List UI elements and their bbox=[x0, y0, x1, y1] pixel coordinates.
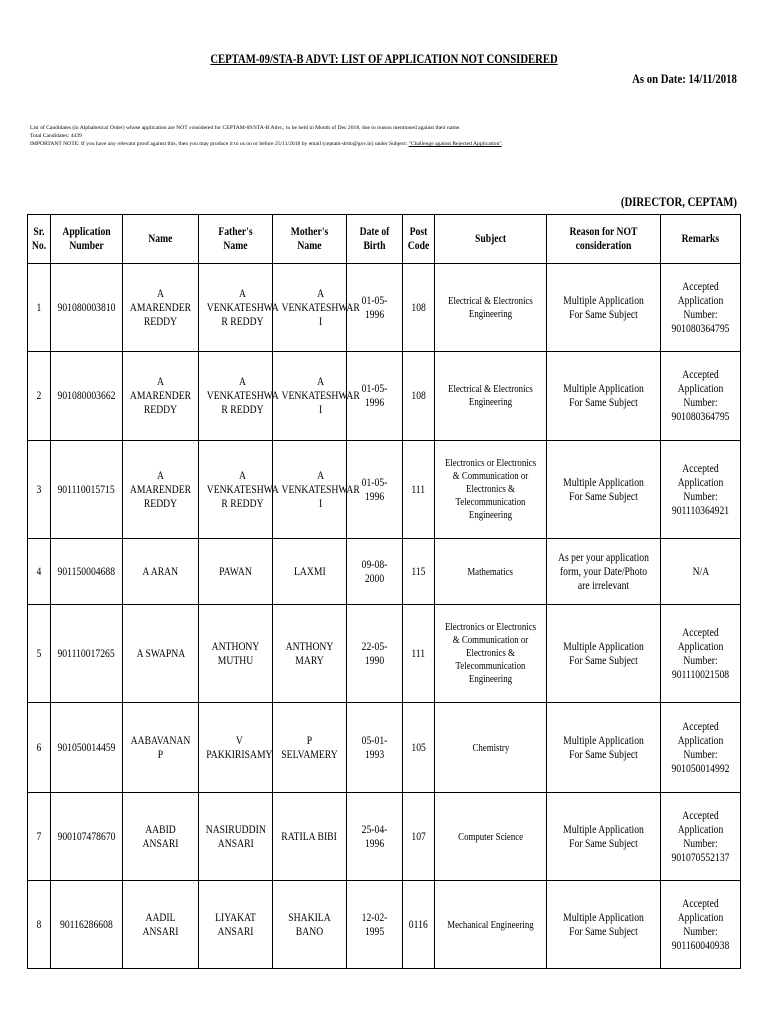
cell-mothers-name: SHAKILA BANO bbox=[273, 881, 347, 969]
table-row bbox=[28, 605, 741, 703]
cell-mothers-name: ANTHONY MARY bbox=[273, 605, 347, 703]
cell-sr: 8 bbox=[28, 881, 51, 969]
cell-fathers-name: V PAKKIRISAMY bbox=[199, 703, 273, 793]
cell-application-number: 901050014459 bbox=[51, 703, 123, 793]
note-description: List of Candidates (in Alphabetical Order) whose application are NOT considered for CEPTAM-09/STA-B Advt., to be held in Month of Dec 2018, due to reason mentioned against their name. bbox=[30, 125, 461, 131]
cell-reason: Multiple Application For Same Subject bbox=[547, 264, 661, 352]
header-subject: Subject bbox=[435, 215, 547, 264]
cell-sr: 6 bbox=[28, 703, 51, 793]
cell-application-number: 900107478670 bbox=[51, 793, 123, 881]
cell-post-code: 111 bbox=[403, 605, 435, 703]
cell-date-of-birth: 01-05-1996 bbox=[347, 352, 403, 441]
cell-mothers-name: P SELVAMERY bbox=[273, 703, 347, 793]
note-total-candidates: Total Candidates: 4439 bbox=[30, 133, 82, 139]
cell-date-of-birth: 09-08-2000 bbox=[347, 539, 403, 605]
table-header-row bbox=[28, 215, 741, 264]
cell-subject: Electrical & Electronics Engineering bbox=[435, 352, 547, 441]
header-fathers-name: Father's Name bbox=[199, 215, 273, 264]
cell-date-of-birth: 25-04-1996 bbox=[347, 793, 403, 881]
cell-application-number: 90116286608 bbox=[51, 881, 123, 969]
cell-subject: Chemistry bbox=[435, 703, 547, 793]
cell-fathers-name: A VENKATESHWA R REDDY bbox=[199, 264, 273, 352]
cell-name: AABAVANAN P bbox=[123, 703, 199, 793]
header-sr-no: Sr. No. bbox=[28, 215, 51, 264]
cell-date-of-birth: 01-05-1996 bbox=[347, 441, 403, 539]
cell-sr: 3 bbox=[28, 441, 51, 539]
notes-block bbox=[30, 124, 590, 148]
cell-sr: 2 bbox=[28, 352, 51, 441]
cell-remarks: Accepted Application Number: 901070552137 bbox=[661, 793, 741, 881]
cell-remarks: Accepted Application Number: 901080364795 bbox=[661, 264, 741, 352]
cell-remarks: Accepted Application Number: 901110021508 bbox=[661, 605, 741, 703]
cell-mothers-name: LAXMI bbox=[273, 539, 347, 605]
cell-name: A AMARENDER REDDY bbox=[123, 441, 199, 539]
note-important-text: IMPORTANT NOTE: If you have any relevant proof against this, then you may produce it to us on or before 25/11/2018 by email (ceptam-drdo@gov.in) under Subject: bbox=[30, 141, 408, 147]
table-row bbox=[28, 793, 741, 881]
cell-reason: As per your application form, your Date/Photo are irrelevant bbox=[547, 539, 661, 605]
cell-sr: 7 bbox=[28, 793, 51, 881]
cell-name: AADIL ANSARI bbox=[123, 881, 199, 969]
cell-application-number: 901110017265 bbox=[51, 605, 123, 703]
table-row bbox=[28, 539, 741, 605]
cell-sr: 1 bbox=[28, 264, 51, 352]
cell-post-code: 108 bbox=[403, 264, 435, 352]
cell-reason: Multiple Application For Same Subject bbox=[547, 703, 661, 793]
cell-mothers-name: RATILA BIBI bbox=[273, 793, 347, 881]
cell-subject: Electronics or Electronics & Communication or Electronics & Telecommunication Engineering bbox=[435, 441, 547, 539]
document-title: CEPTAM-09/STA-B ADVT: LIST OF APPLICATION NOT CONSIDERED bbox=[210, 51, 558, 66]
cell-application-number: 901150004688 bbox=[51, 539, 123, 605]
cell-subject: Mechanical Engineering bbox=[435, 881, 547, 969]
cell-remarks: Accepted Application Number: 901160040938 bbox=[661, 881, 741, 969]
cell-mothers-name: A VENKATESHWAR I bbox=[273, 352, 347, 441]
cell-name: A SWAPNA bbox=[123, 605, 199, 703]
cell-subject: Electronics or Electronics & Communication or Electronics & Telecommunication Engineering bbox=[435, 605, 547, 703]
cell-post-code: 105 bbox=[403, 703, 435, 793]
cell-post-code: 0116 bbox=[403, 881, 435, 969]
table-row bbox=[28, 264, 741, 352]
cell-name: A ARAN bbox=[123, 539, 199, 605]
cell-sr: 4 bbox=[28, 539, 51, 605]
as-on-date: As on Date: 14/11/2018 bbox=[632, 72, 737, 86]
cell-date-of-birth: 12-02-1995 bbox=[347, 881, 403, 969]
table-row bbox=[28, 881, 741, 969]
cell-post-code: 108 bbox=[403, 352, 435, 441]
cell-post-code: 115 bbox=[403, 539, 435, 605]
cell-reason: Multiple Application For Same Subject bbox=[547, 881, 661, 969]
table-row bbox=[28, 441, 741, 539]
cell-reason: Multiple Application For Same Subject bbox=[547, 605, 661, 703]
cell-subject: Electrical & Electronics Engineering bbox=[435, 264, 547, 352]
cell-subject: Computer Science bbox=[435, 793, 547, 881]
rejected-applications-table bbox=[27, 214, 741, 969]
cell-sr: 5 bbox=[28, 605, 51, 703]
signatory: (DIRECTOR, CEPTAM) bbox=[620, 195, 737, 209]
cell-fathers-name: A VENKATESHWA R REDDY bbox=[199, 441, 273, 539]
cell-application-number: 901080003662 bbox=[51, 352, 123, 441]
cell-reason: Multiple Application For Same Subject bbox=[547, 352, 661, 441]
cell-mothers-name: A VENKATESHWAR I bbox=[273, 441, 347, 539]
cell-date-of-birth: 05-01-1993 bbox=[347, 703, 403, 793]
note-email-subject: "Challenge against Rejected Application" bbox=[408, 141, 502, 147]
header-mothers-name: Mother's Name bbox=[273, 215, 347, 264]
header-remarks: Remarks bbox=[661, 215, 741, 264]
cell-date-of-birth: 22-05-1990 bbox=[347, 605, 403, 703]
header-post-code: Post Code bbox=[403, 215, 435, 264]
cell-name: AABID ANSARI bbox=[123, 793, 199, 881]
cell-post-code: 107 bbox=[403, 793, 435, 881]
header-reason: Reason for NOT consideration bbox=[547, 215, 661, 264]
table-row bbox=[28, 703, 741, 793]
cell-post-code: 111 bbox=[403, 441, 435, 539]
note-suffix: . bbox=[501, 141, 504, 147]
header-date-of-birth: Date of Birth bbox=[347, 215, 403, 264]
header-name: Name bbox=[123, 215, 199, 264]
cell-date-of-birth: 01-05-1996 bbox=[347, 264, 403, 352]
cell-mothers-name: A VENKATESHWAR I bbox=[273, 264, 347, 352]
cell-fathers-name: LIYAKAT ANSARI bbox=[199, 881, 273, 969]
cell-reason: Multiple Application For Same Subject bbox=[547, 793, 661, 881]
cell-remarks: Accepted Application Number: 901080364795 bbox=[661, 352, 741, 441]
cell-fathers-name: ANTHONY MUTHU bbox=[199, 605, 273, 703]
cell-remarks: N/A bbox=[661, 539, 741, 605]
cell-name: A AMARENDER REDDY bbox=[123, 264, 199, 352]
cell-reason: Multiple Application For Same Subject bbox=[547, 441, 661, 539]
cell-application-number: 901110015715 bbox=[51, 441, 123, 539]
cell-application-number: 901080003810 bbox=[51, 264, 123, 352]
cell-name: A AMARENDER REDDY bbox=[123, 352, 199, 441]
table-row bbox=[28, 352, 741, 441]
cell-fathers-name: PAWAN bbox=[199, 539, 273, 605]
cell-remarks: Accepted Application Number: 901050014992 bbox=[661, 703, 741, 793]
cell-remarks: Accepted Application Number: 901110364921 bbox=[661, 441, 741, 539]
cell-subject: Mathematics bbox=[435, 539, 547, 605]
cell-fathers-name: A VENKATESHWA R REDDY bbox=[199, 352, 273, 441]
cell-fathers-name: NASIRUDDIN ANSARI bbox=[199, 793, 273, 881]
note-important bbox=[30, 140, 590, 148]
header-application-number: Application Number bbox=[51, 215, 123, 264]
